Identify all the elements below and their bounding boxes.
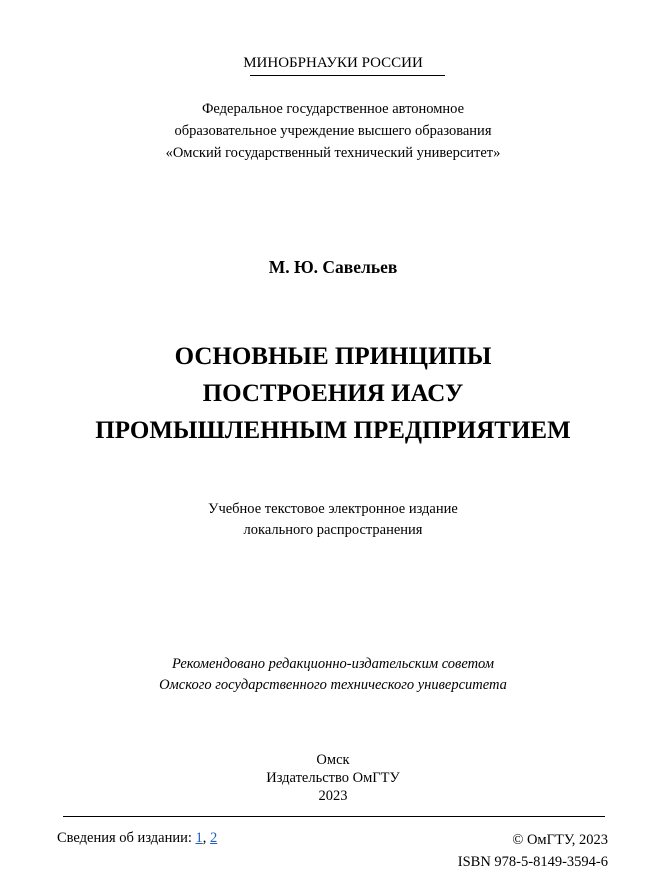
- recommendation: [0, 654, 666, 696]
- recommendation-line: Омского государственного технического университета: [159, 677, 507, 693]
- edition-info: [57, 829, 217, 847]
- ministry-header: МИНОБРНАУКИ РОССИИ: [243, 55, 423, 71]
- edition-info-label: Сведения об издании:: [57, 830, 192, 846]
- org-line: образовательное учреждение высшего образования: [174, 123, 492, 139]
- imprint-year: 2023: [318, 788, 348, 804]
- footer-divider: [63, 816, 605, 817]
- ministry-underline: [250, 75, 445, 76]
- edition-info-link-1[interactable]: 1: [195, 830, 203, 846]
- copyright: © ОмГТУ, 2023: [512, 832, 608, 848]
- edition-info-link-2[interactable]: 2: [210, 830, 218, 846]
- edition-line: Учебное текстовое электронное издание: [208, 501, 458, 517]
- title-line: ПОСТРОЕНИЯ ИАСУ: [202, 380, 464, 407]
- link-separator: ,: [202, 830, 207, 846]
- title-line: ОСНОВНЫЕ ПРИНЦИПЫ: [174, 343, 492, 370]
- imprint-city: Омск: [316, 752, 350, 768]
- organization-block: [0, 98, 666, 164]
- publication-meta: [458, 829, 608, 873]
- imprint-publisher: Издательство ОмГТУ: [266, 770, 400, 786]
- title-line: ПРОМЫШЛЕННЫМ ПРЕДПРИЯТИЕМ: [95, 417, 571, 444]
- edition-line: локального распространения: [243, 522, 423, 538]
- org-line: Федеральное государственное автономное: [201, 101, 465, 117]
- org-line: «Омский государственный технический университет»: [165, 145, 501, 161]
- edition-type: [0, 499, 666, 541]
- document-title: [0, 338, 666, 449]
- isbn: ISBN 978-5-8149-3594-6: [457, 854, 608, 870]
- recommendation-line: Рекомендовано редакционно-издательским советом: [172, 656, 494, 672]
- author-name: М. Ю. Савельев: [268, 257, 398, 277]
- imprint: [0, 751, 666, 805]
